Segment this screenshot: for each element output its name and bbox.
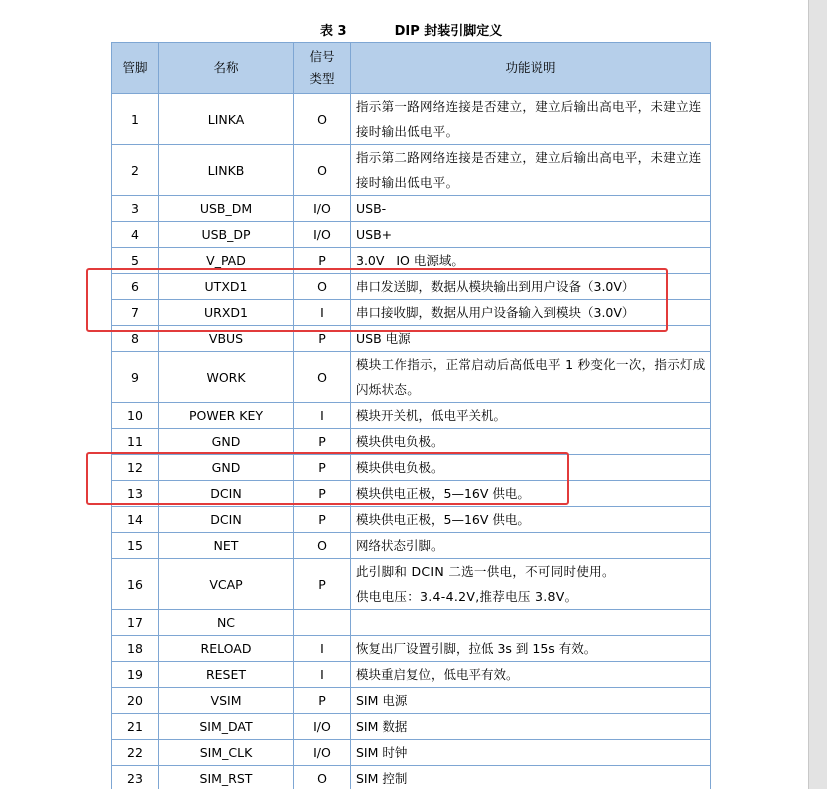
table-row — [112, 352, 711, 403]
table-row — [112, 507, 711, 533]
pin-cell: 8 — [112, 326, 159, 352]
description-cell: 串口接收脚，数据从用户设备输入到模块（3.0V） — [351, 300, 711, 326]
type-cell: I — [294, 636, 351, 662]
description-cell: 恢复出厂设置引脚，拉低 3s 到 15s 有效。 — [351, 636, 711, 662]
description-cell: 指示第一路网络连接是否建立，建立后输出高电平，未建立连接时输出低电平。 — [351, 94, 711, 145]
type-cell: P — [294, 559, 351, 610]
pin-cell: 13 — [112, 481, 159, 507]
name-cell: USB_DP — [159, 222, 294, 248]
pin-cell: 10 — [112, 403, 159, 429]
type-cell: P — [294, 688, 351, 714]
type-cell: P — [294, 326, 351, 352]
name-cell: POWER KEY — [159, 403, 294, 429]
table-row — [112, 429, 711, 455]
table-row — [112, 94, 711, 145]
description-cell: SIM 电源 — [351, 688, 711, 714]
type-cell: P — [294, 429, 351, 455]
description-cell: USB- — [351, 196, 711, 222]
description-cell: 3.0V IO 电源域。 — [351, 248, 711, 274]
table-row — [112, 145, 711, 196]
pin-cell: 14 — [112, 507, 159, 533]
name-cell: GND — [159, 429, 294, 455]
type-cell: P — [294, 248, 351, 274]
type-cell: I/O — [294, 196, 351, 222]
pin-cell: 7 — [112, 300, 159, 326]
description-cell: SIM 数据 — [351, 714, 711, 740]
name-cell: RESET — [159, 662, 294, 688]
description-cell: USB+ — [351, 222, 711, 248]
name-cell: WORK — [159, 352, 294, 403]
description-cell: 模块供电负极。 — [351, 455, 711, 481]
name-cell: GND — [159, 455, 294, 481]
name-cell: LINKA — [159, 94, 294, 145]
description-cell: SIM 时钟 — [351, 740, 711, 766]
name-cell: USB_DM — [159, 196, 294, 222]
pin-cell: 20 — [112, 688, 159, 714]
highlight-box-uart — [86, 268, 668, 332]
pin-cell: 18 — [112, 636, 159, 662]
pin-cell: 11 — [112, 429, 159, 455]
type-cell: P — [294, 481, 351, 507]
pin-cell: 15 — [112, 533, 159, 559]
name-cell: NET — [159, 533, 294, 559]
pin-cell: 17 — [112, 610, 159, 636]
header-type-line1: 信号 — [309, 49, 335, 64]
table-row — [112, 766, 711, 789]
table-row — [112, 714, 711, 740]
pin-definition-table — [111, 42, 711, 789]
pin-cell: 1 — [112, 94, 159, 145]
type-cell: O — [294, 766, 351, 789]
header-type — [294, 43, 351, 94]
type-cell: I — [294, 662, 351, 688]
name-cell: NC — [159, 610, 294, 636]
table-row — [112, 688, 711, 714]
page-edge — [808, 0, 827, 789]
name-cell: UTXD1 — [159, 274, 294, 300]
header-name: 名称 — [159, 43, 294, 94]
table-row — [112, 533, 711, 559]
type-cell: P — [294, 507, 351, 533]
table-caption — [320, 20, 502, 39]
name-cell: VSIM — [159, 688, 294, 714]
type-cell: O — [294, 94, 351, 145]
pin-cell: 19 — [112, 662, 159, 688]
table-row — [112, 196, 711, 222]
pin-cell: 23 — [112, 766, 159, 789]
type-cell: I — [294, 403, 351, 429]
table-row — [112, 662, 711, 688]
table-number: 表 3 — [320, 24, 347, 39]
type-cell: O — [294, 533, 351, 559]
name-cell: V_PAD — [159, 248, 294, 274]
table-row — [112, 636, 711, 662]
description-cell: USB 电源 — [351, 326, 711, 352]
name-cell: SIM_DAT — [159, 714, 294, 740]
description-cell: 模块供电正极，5—16V 供电。 — [351, 507, 711, 533]
name-cell: VBUS — [159, 326, 294, 352]
pin-cell: 16 — [112, 559, 159, 610]
table-row — [112, 610, 711, 636]
name-cell: DCIN — [159, 481, 294, 507]
description-cell: 串口发送脚，数据从模块输出到用户设备（3.0V） — [351, 274, 711, 300]
table-row — [112, 740, 711, 766]
description-cell: 模块供电正极，5—16V 供电。 — [351, 481, 711, 507]
table-row — [112, 403, 711, 429]
description-cell: 模块重启复位，低电平有效。 — [351, 662, 711, 688]
type-cell: O — [294, 274, 351, 300]
pin-cell: 4 — [112, 222, 159, 248]
name-cell: DCIN — [159, 507, 294, 533]
name-cell: VCAP — [159, 559, 294, 610]
description-cell — [351, 610, 711, 636]
name-cell: LINKB — [159, 145, 294, 196]
type-cell: I/O — [294, 222, 351, 248]
pin-cell: 6 — [112, 274, 159, 300]
pin-cell: 3 — [112, 196, 159, 222]
type-cell: P — [294, 455, 351, 481]
description-cell: 模块开关机，低电平关机。 — [351, 403, 711, 429]
type-cell: O — [294, 352, 351, 403]
description-cell: 指示第二路网络连接是否建立，建立后输出高电平，未建立连接时输出低电平。 — [351, 145, 711, 196]
header-description: 功能说明 — [351, 43, 711, 94]
type-cell: O — [294, 145, 351, 196]
header-type-line2: 类型 — [309, 71, 335, 86]
table-title: DIP 封装引脚定义 — [394, 24, 503, 39]
description-cell: 此引脚和 DCIN 二选一供电，不可同时使用。 供电电压：3.4-4.2V,推荐电压 3.8V。 — [351, 559, 711, 610]
table-body — [112, 94, 711, 789]
highlight-box-power — [86, 452, 569, 505]
type-cell — [294, 610, 351, 636]
type-cell: I/O — [294, 714, 351, 740]
description-cell: 网络状态引脚。 — [351, 533, 711, 559]
table-header-row — [112, 43, 711, 94]
pin-cell: 9 — [112, 352, 159, 403]
type-cell: I — [294, 300, 351, 326]
table-row — [112, 222, 711, 248]
name-cell: SIM_CLK — [159, 740, 294, 766]
name-cell: RELOAD — [159, 636, 294, 662]
type-cell: I/O — [294, 740, 351, 766]
table-row — [112, 559, 711, 610]
description-cell: 模块供电负极。 — [351, 429, 711, 455]
pin-cell: 12 — [112, 455, 159, 481]
description-cell: 模块工作指示，正常启动后高低电平 1 秒变化一次，指示灯成闪烁状态。 — [351, 352, 711, 403]
pin-cell: 2 — [112, 145, 159, 196]
name-cell: URXD1 — [159, 300, 294, 326]
pin-cell: 22 — [112, 740, 159, 766]
header-pin: 管脚 — [112, 43, 159, 94]
pin-cell: 21 — [112, 714, 159, 740]
pin-cell: 5 — [112, 248, 159, 274]
description-cell: SIM 控制 — [351, 766, 711, 789]
name-cell: SIM_RST — [159, 766, 294, 789]
